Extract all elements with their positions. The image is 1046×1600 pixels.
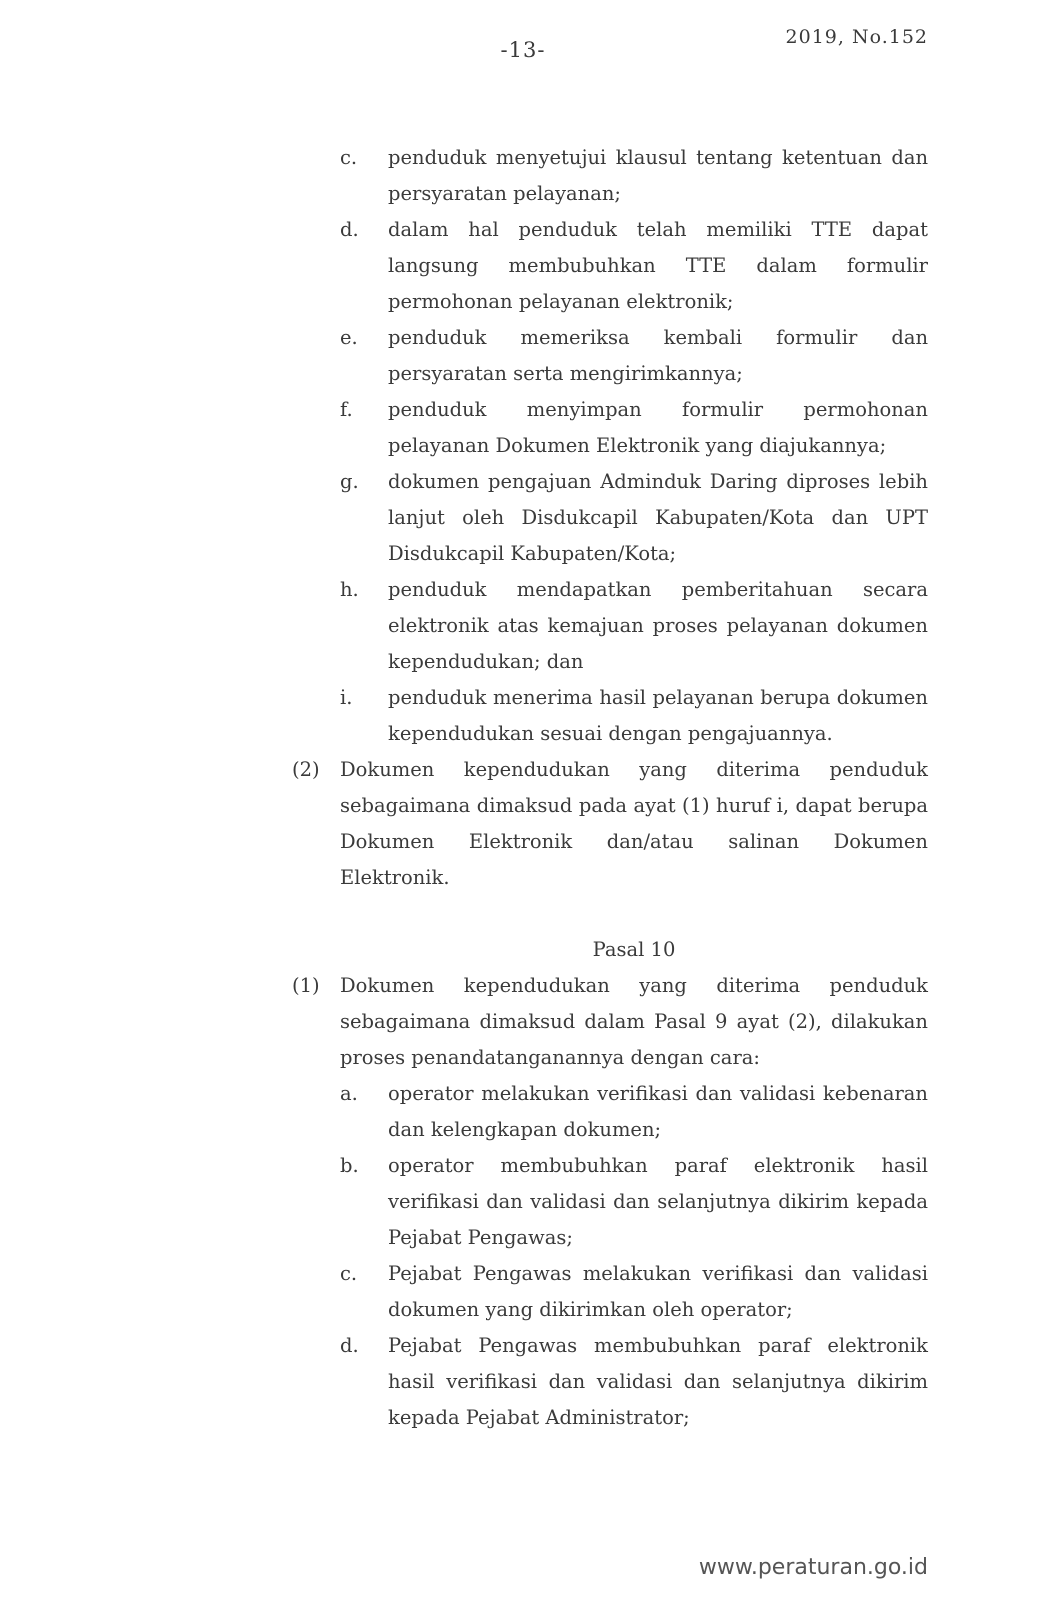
footer-url: www.peraturan.go.id: [698, 1555, 928, 1580]
list-item-text: dalam hal penduduk telah memiliki TTE dapat langsung membubuhkan TTE dalam formulir permohonan pelayanan elektronik;: [388, 218, 928, 313]
paragraph-label: (2): [292, 758, 320, 781]
paragraph-label: (1): [292, 974, 320, 997]
page-number: -13-: [500, 38, 546, 62]
section-spacer: [292, 896, 928, 932]
list-item-label: c.: [340, 1262, 358, 1285]
list-item-label: d.: [340, 1334, 359, 1357]
list-item-text: penduduk menyimpan formulir permohonan pelayanan Dokumen Elektronik yang diajukannya;: [388, 398, 928, 457]
list-item-d: [340, 1328, 928, 1436]
section-heading-pasal-10: Pasal 10: [592, 938, 676, 961]
list-item-label: b.: [340, 1154, 359, 1177]
list-item-label: i.: [340, 686, 353, 709]
list-item-label: f.: [340, 398, 353, 421]
list-item-text: operator membubuhkan paraf elektronik hasil verifikasi dan validasi dan selanjutnya dikirim kepada Pejabat Pengawas;: [388, 1154, 928, 1249]
list-item-i: [340, 680, 928, 752]
list-item-label: a.: [340, 1082, 358, 1105]
list-item-label: d.: [340, 218, 359, 241]
list-item-c: [340, 140, 928, 212]
list-item-label: g.: [340, 470, 359, 493]
list-item-text: penduduk menyetujui klausul tentang ketentuan dan persyaratan pelayanan;: [388, 146, 928, 205]
paragraph-1: [292, 968, 928, 1076]
list-item-g: [340, 464, 928, 572]
gazette-reference: 2019, No.152: [785, 26, 928, 48]
paragraph-text: Dokumen kependudukan yang diterima penduduk sebagaimana dimaksud dalam Pasal 9 ayat (2), dilakukan proses penandatanganannya dengan cara:: [340, 974, 928, 1069]
paragraph-2: [292, 752, 928, 896]
list-item-e: [340, 320, 928, 392]
list-item-text: penduduk memeriksa kembali formulir dan persyaratan serta mengirimkannya;: [388, 326, 928, 385]
document-body: [292, 140, 928, 1436]
paragraph-text: Dokumen kependudukan yang diterima penduduk sebagaimana dimaksud pada ayat (1) huruf i, dapat berupa Dokumen Elektronik dan/atau salinan Dokumen Elektronik.: [340, 758, 928, 889]
list-item-h: [340, 572, 928, 680]
list-item-b: [340, 1148, 928, 1256]
list-item-text: penduduk menerima hasil pelayanan berupa dokumen kependudukan sesuai dengan pengajuannya.: [388, 686, 928, 745]
list-item-text: Pejabat Pengawas melakukan verifikasi dan validasi dokumen yang dikirimkan oleh operator;: [388, 1262, 928, 1321]
list-item-text: penduduk mendapatkan pemberitahuan secara elektronik atas kemajuan proses pelayanan dokumen kependudukan; dan: [388, 578, 928, 673]
list-item-label: h.: [340, 578, 359, 601]
list-item-label: c.: [340, 146, 358, 169]
list-item-f: [340, 392, 928, 464]
list-item-text: dokumen pengajuan Adminduk Daring diproses lebih lanjut oleh Disdukcapil Kabupaten/Kota dan UPT Disdukcapil Kabupaten/Kota;: [388, 470, 928, 565]
list-item-text: operator melakukan verifikasi dan validasi kebenaran dan kelengkapan dokumen;: [388, 1082, 928, 1141]
list-item-c: [340, 1256, 928, 1328]
list-item-d: [340, 212, 928, 320]
list-item-a: [340, 1076, 928, 1148]
list-item-label: e.: [340, 326, 358, 349]
list-item-text: Pejabat Pengawas membubuhkan paraf elektronik hasil verifikasi dan validasi dan selanjutnya dikirim kepada Pejabat Administrator;: [388, 1334, 928, 1429]
